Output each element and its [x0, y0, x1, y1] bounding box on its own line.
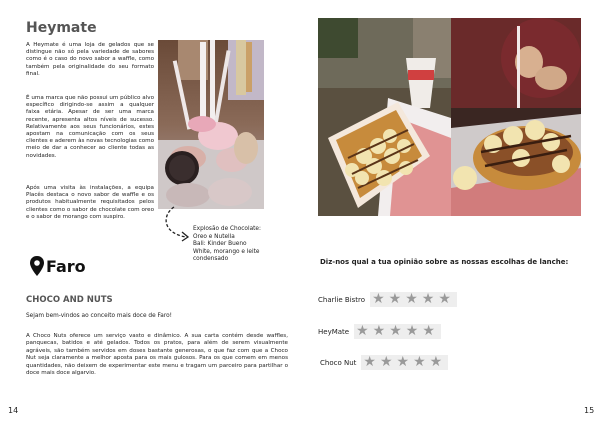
- welcome-line: Sejam bem-vindos ao conceito mais doce de Faro!: [26, 313, 172, 319]
- ice-cream-caption: [193, 226, 293, 264]
- star-icon[interactable]: ★: [379, 354, 393, 370]
- location-label: Faro: [46, 257, 86, 276]
- star-icon[interactable]: ★: [363, 354, 376, 370]
- star-icon[interactable]: ★: [422, 323, 435, 339]
- caption-line: condensado: [193, 256, 229, 263]
- page-title: Heymate: [26, 20, 97, 36]
- waffle-photo-right: [451, 18, 581, 216]
- caption-line: Bali: Kinder Bueno: [193, 241, 247, 248]
- star-icon[interactable]: ★: [405, 291, 418, 307]
- star-icon[interactable]: ★: [438, 291, 451, 307]
- visit-paragraph: Após uma visita às instalações, a equipa Placês destaca o novo sabor de waffle e os produtos habitualmente requisitados pelos clientes como o sabor de chocolate com oreo e o sabor de morango com suspiro.: [26, 185, 154, 220]
- rating-label: HeyMate: [318, 327, 350, 336]
- ice-cream-photo: [158, 40, 264, 209]
- section-paragraph: A Choco Nuts oferece um serviço vasto e dinâmico. A sua carta contém desde waffles, panquecas, batidos e até gelados. Todos os pratos, para além de serem visualmente agráveis, são também servidos em doses bastante generosas, o que faz com que a Choco Nut seja claramente a melhor aposta para os mais gulosos. Para os que comem em menos quantidades, não deixem de experimentar este menu e tragam um parceiro para partilhar o doce mais doce algarvio.: [26, 333, 288, 377]
- star-icon[interactable]: ★: [388, 291, 402, 307]
- page-number-left: 14: [8, 406, 19, 415]
- intro-paragraph: A Heymate é uma loja de gelados que se distingue não só pela variedade de sabores como é o caso do novo sabor a waffle, como também pela originalidade do seu formato final.: [26, 42, 154, 77]
- page-number-right: 15: [584, 406, 595, 415]
- caption-line: Oreo e Nutella: [193, 233, 235, 240]
- star-icon[interactable]: ★: [372, 323, 386, 339]
- rating-label: Charlie Bistro: [318, 295, 366, 304]
- rating-question: Diz-nos qual a tua opinião sobre as nossas escolhas de lanche:: [320, 258, 569, 266]
- star-icon[interactable]: ★: [413, 354, 426, 370]
- star-icon[interactable]: ★: [405, 323, 419, 339]
- map-pin-icon: [30, 256, 44, 276]
- star-rating[interactable]: [370, 292, 457, 307]
- rating-row-charlie-bistro: [318, 292, 457, 307]
- star-icon[interactable]: ★: [396, 354, 410, 370]
- star-icon[interactable]: ★: [356, 323, 369, 339]
- rating-label: Choco Nut: [320, 358, 357, 367]
- section-title: CHOCO AND NUTS: [26, 295, 113, 305]
- waffle-photo-left: [318, 18, 451, 216]
- star-icon[interactable]: ★: [429, 354, 443, 370]
- caption-line: Explosão de Chocolate:: [193, 226, 261, 232]
- star-icon[interactable]: ★: [372, 291, 385, 307]
- star-icon[interactable]: ★: [389, 323, 402, 339]
- brand-paragraph: É uma marca que não possui um público alvo específico dirigindo-se assim a qualquer faixa etária. Apesar de ser uma marca recente, apresenta altos níveis de sucesso. Relativamente aos seus funcionários, estes apostam na comunicação com os seus clientes e aderem às novas tecnologias como meio de dar a conhecer ao cliente todas as novidades.: [26, 95, 154, 159]
- star-rating[interactable]: [361, 355, 448, 370]
- rating-row-choco-nut: [320, 355, 448, 370]
- star-rating[interactable]: [354, 324, 441, 339]
- rating-row-heymate: [318, 324, 441, 339]
- caption-line: White, morango e leite: [193, 248, 260, 255]
- dashed-arrow-icon: [160, 205, 196, 245]
- star-icon[interactable]: ★: [421, 291, 435, 307]
